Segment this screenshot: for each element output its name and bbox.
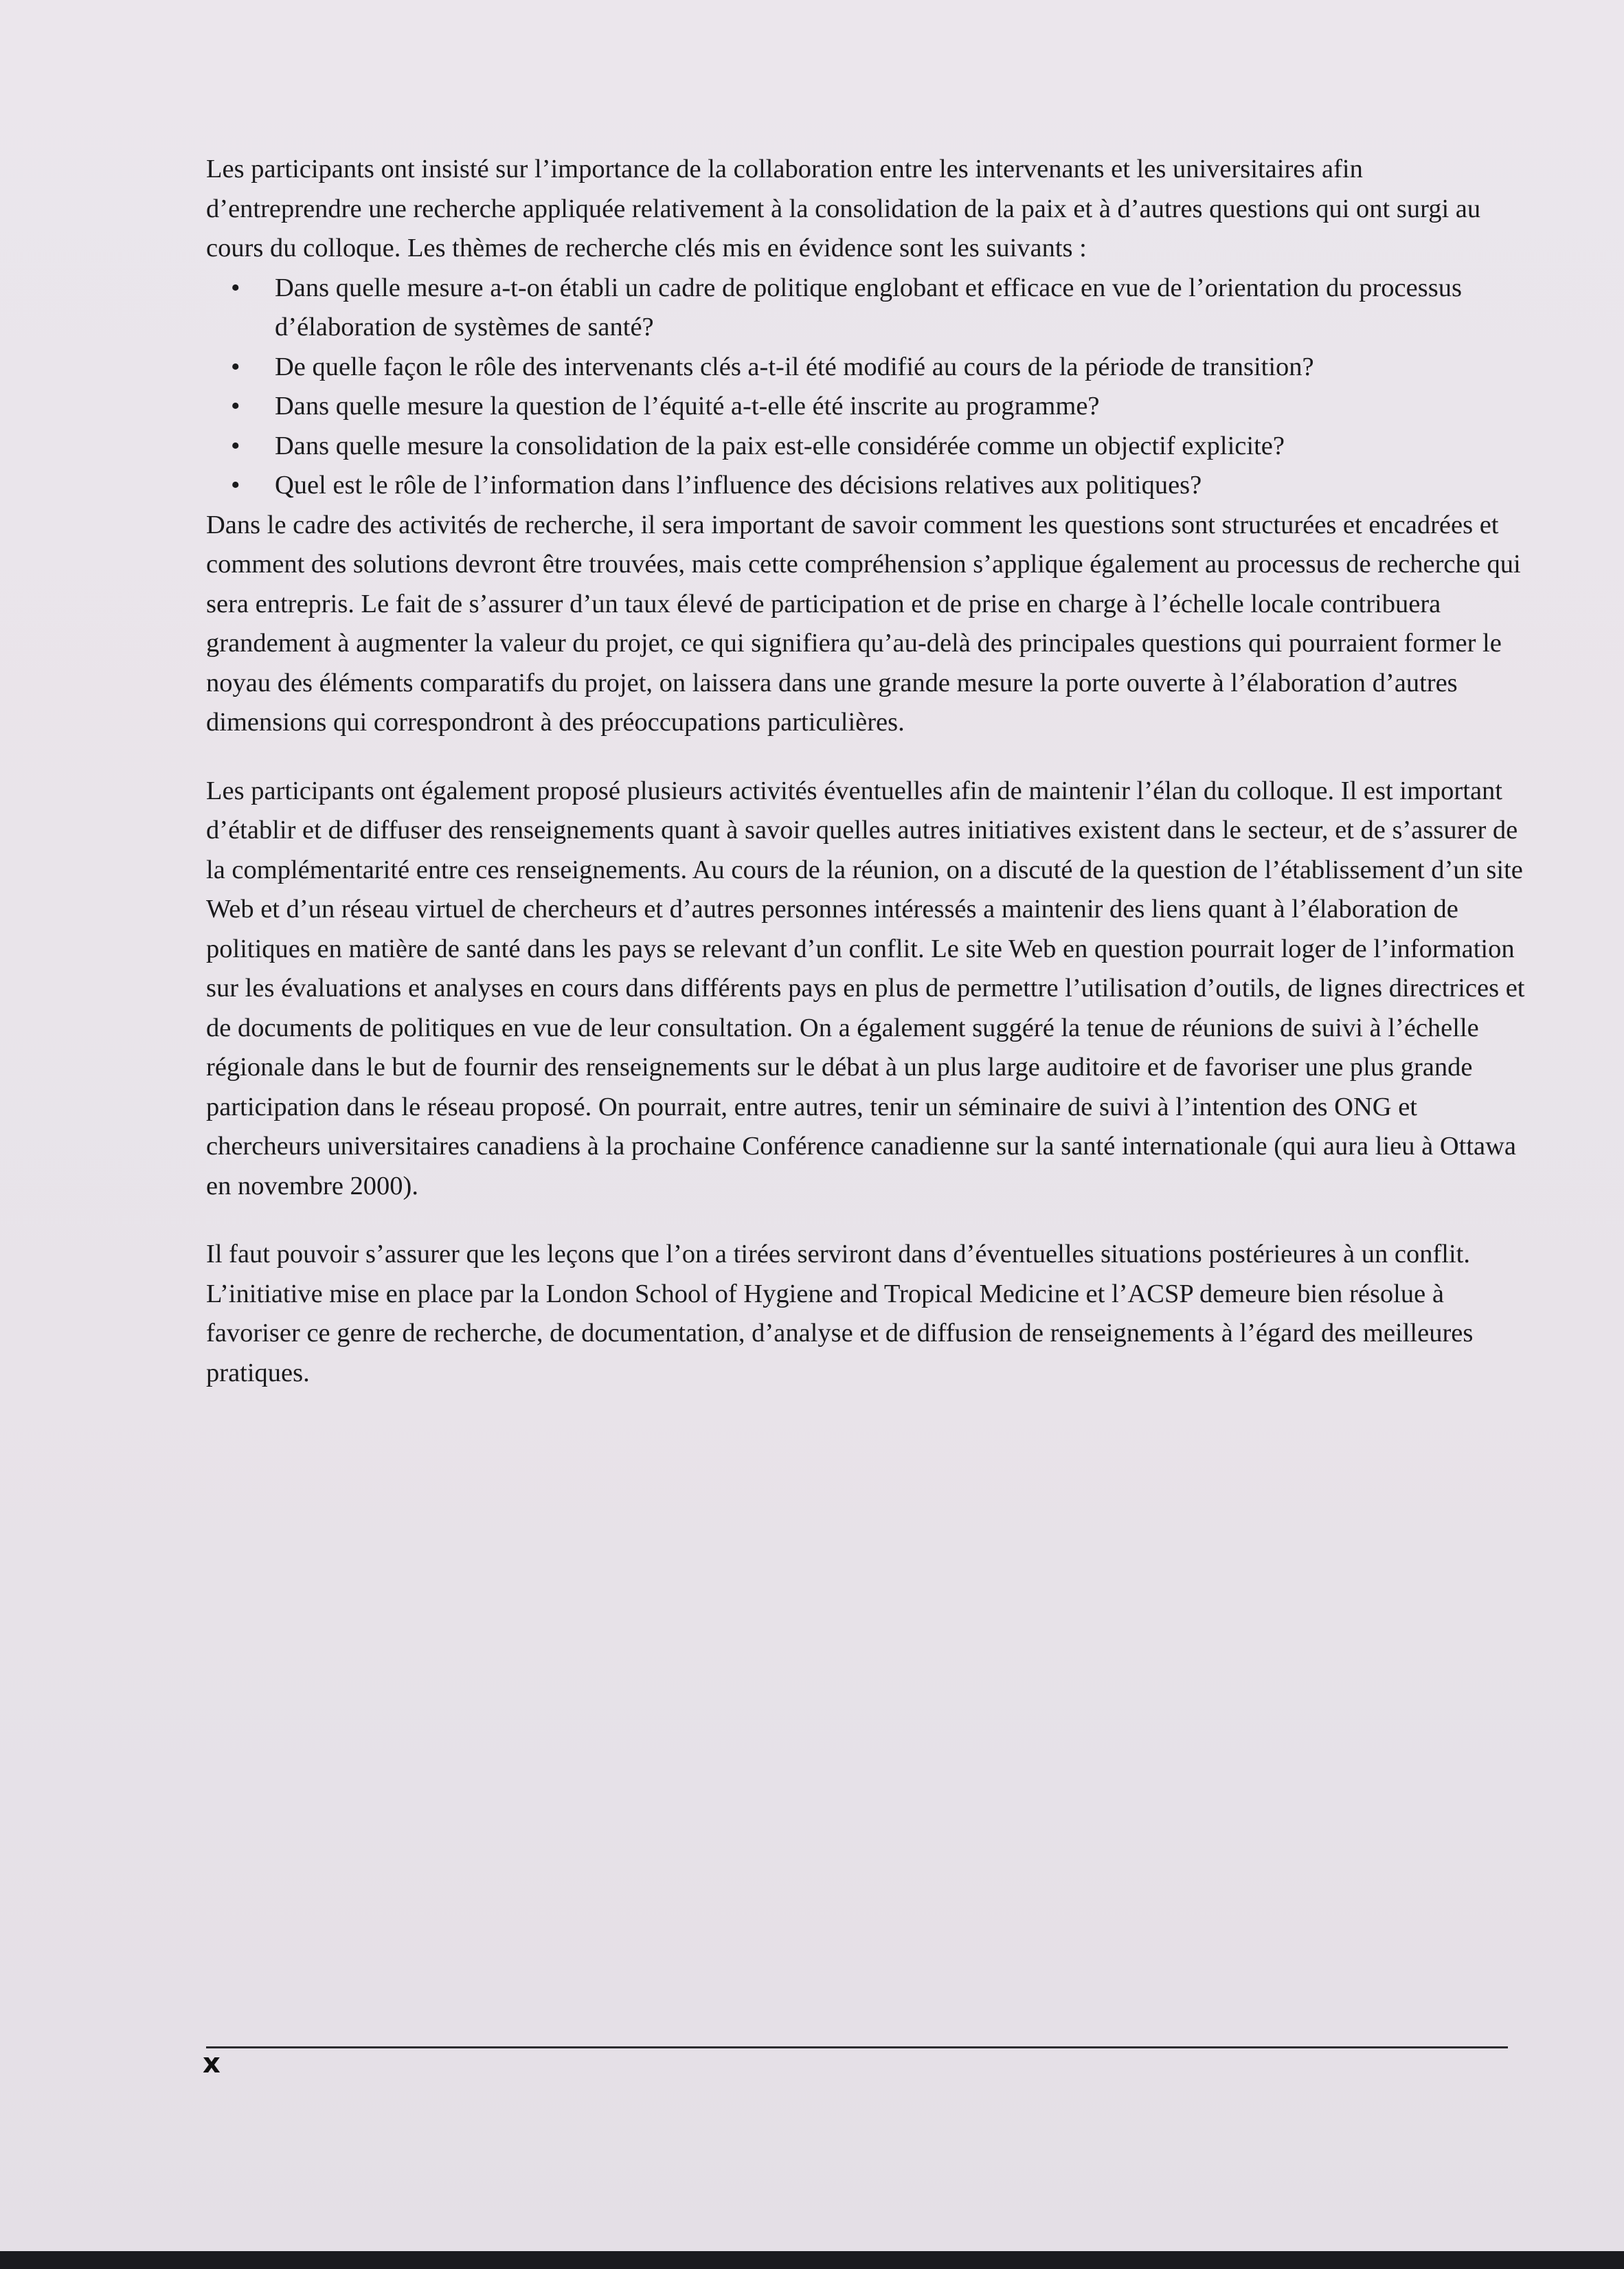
bullet-icon: •	[231, 431, 240, 460]
list-item	[206, 427, 1525, 467]
list-item	[206, 387, 1525, 427]
scan-edge-shadow	[0, 2251, 1624, 2269]
lessons-paragraph: Il faut pouvoir s’assurer que les leçons que l’on a tirées serviront dans d’éventuelles situations postérieures à un conflit. L’initiative mise en place par la London School of Hygiene and Tropical Medicine et l’ACSP demeure bien résolue à favoriser ce genre de recherche, de documentation, d’analyse et de diffusion de renseignements à l’égard des meilleures pratiques.	[206, 1240, 1474, 1387]
page-number: x	[203, 2048, 221, 2079]
proposed-activities-paragraph: Les participants ont également proposé plusieurs activités éventuelles afin de maintenir l’élan du colloque. Il est important d’établir et de diffuser des renseignements quant à savoir quelles autres initiatives existent dans le secteur, et de s’assurer de la complémentarité entre ces renseignements. Au cours de la réunion, on a discuté de la question de l’établissement d’un site Web et d’un réseau virtuel de chercheurs et d’autres personnes intéressés a maintenir des liens quant à l’élaboration de politiques en matière de santé dans les pays se relevant d’un conflit. Le site Web en question pourrait loger de l’information sur les évaluations et analyses en cours dans différents pays en plus de permettre l’utilisation d’outils, de lignes directrices et de documents de politiques en vue de leur consultation. On a également suggéré la tenue de réunions de suivi à l’échelle régionale dans le but de fournir des renseignements sur le débat à un plus large auditoire et de favoriser une plus grande participation dans le réseau proposé. On pourrait, entre autres, tenir un séminaire de suivi à l’intention des ONG et chercheurs universitaires canadiens à la prochaine Conférence canadienne sur la santé internationale (qui aura lieu à Ottawa en novembre 2000).	[206, 776, 1525, 1200]
list-item-text: Dans quelle mesure la consolidation de la paix est-elle considérée comme un objectif explicite?	[275, 431, 1285, 460]
footer-rule	[206, 2046, 1508, 2048]
bullet-icon: •	[231, 352, 240, 381]
bullet-icon: •	[231, 273, 240, 302]
list-item-text: Quel est le rôle de l’information dans l’influence des décisions relatives aux politiques?	[275, 471, 1202, 500]
list-item-text: De quelle façon le rôle des intervenants clés a-t-il été modifié au cours de la période de transition?	[275, 352, 1314, 381]
list-item	[206, 269, 1525, 348]
list-item-text: Dans quelle mesure la question de l’équité a-t-elle été inscrite au programme?	[275, 392, 1100, 421]
list-item	[206, 466, 1525, 506]
research-themes-list	[206, 269, 1525, 506]
intro-paragraph: Les participants ont insisté sur l’importance de la collaboration entre les intervenants et les universitaires afin d’entreprendre une recherche appliquée relativement à la consolidation de la paix et à d’autres questions qui ont surgi au cours du colloque. Les thèmes de recherche clés mis en évidence sont les suivants :	[206, 155, 1481, 262]
body-text	[206, 150, 1525, 1393]
bullet-icon: •	[231, 392, 240, 421]
list-item-text: Dans quelle mesure a-t-on établi un cadre de politique englobant et efficace en vue de l’orientation du processus d’élaboration de systèmes de santé?	[275, 273, 1462, 342]
bullet-icon: •	[231, 471, 240, 500]
list-item	[206, 348, 1525, 388]
research-activities-paragraph: Dans le cadre des activités de recherche, il sera important de savoir comment les questions sont structurées et encadrées et comment des solutions devront être trouvées, mais cette compréhension s’applique également au processus de recherche qui sera entrepris. Le fait de s’assurer d’un taux élevé de participation et de prise en charge à l’échelle locale contribuera grandement à augmenter la valeur du projet, ce qui signifiera qu’au-delà des principales questions qui pourraient former le noyau des éléments comparatifs du projet, on laissera dans une grande mesure la porte ouverte à l’élaboration d’autres dimensions qui correspondront à des préoccupations particulières.	[206, 510, 1521, 737]
